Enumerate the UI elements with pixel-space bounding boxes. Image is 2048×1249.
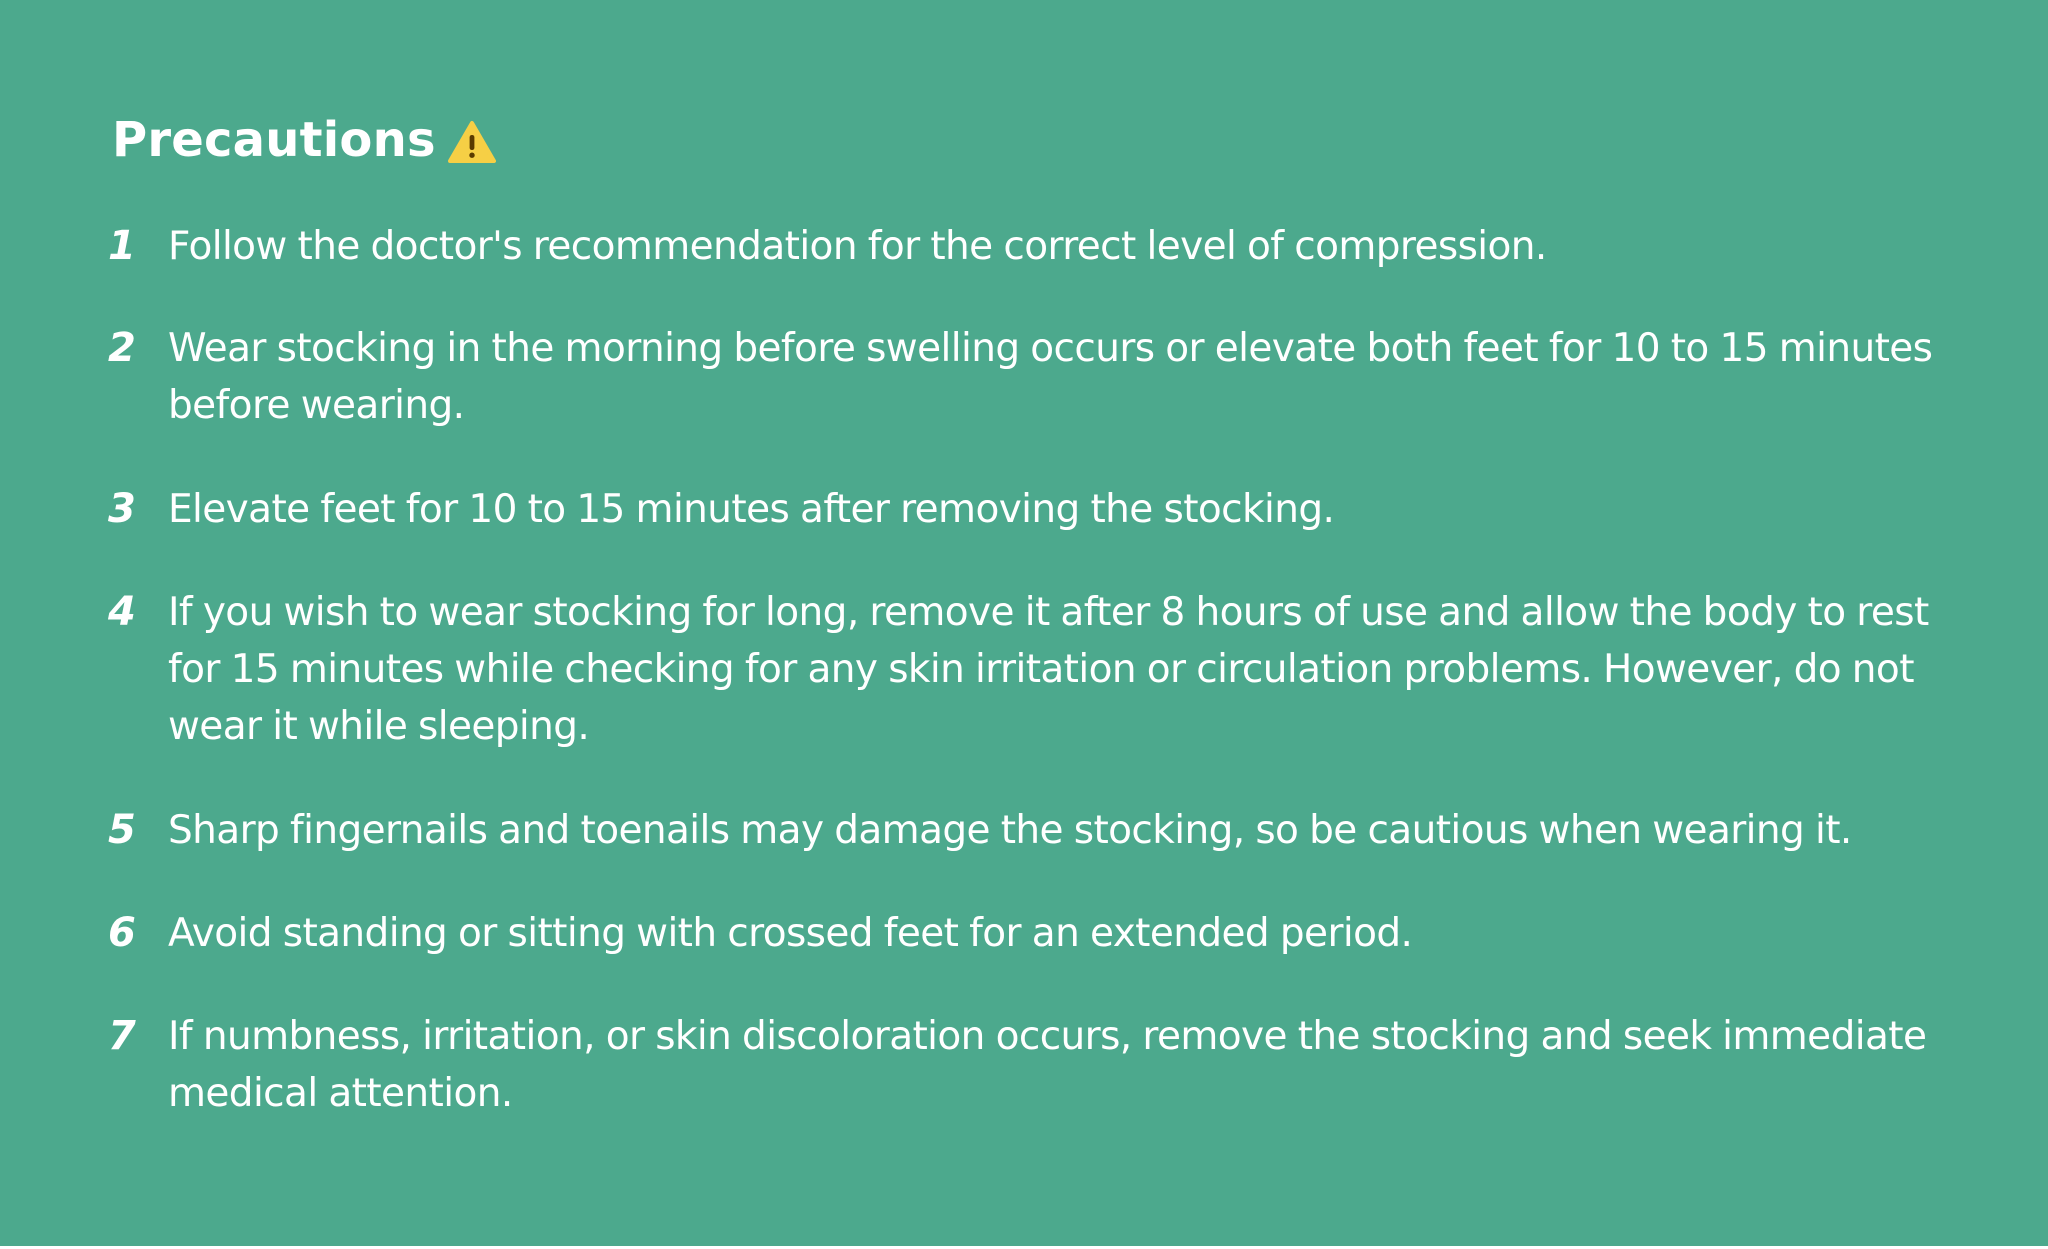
item-text — [168, 218, 1988, 275]
item-text-line: If numbness, irritation, or skin discoloration occurs, remove the stocking and seek immediate — [168, 1014, 1927, 1059]
item-text-line: If you wish to wear stocking for long, remove it after 8 hours of use and allow the body to rest — [168, 590, 1929, 635]
item-text — [168, 320, 1988, 434]
item-text-line: medical attention. — [168, 1071, 513, 1116]
list-item — [100, 218, 2000, 275]
item-text-line: for 15 minutes while checking for any skin irritation or circulation problems. However, do not — [168, 647, 1914, 692]
item-text — [168, 802, 1988, 859]
item-text-line: Avoid standing or sitting with crossed feet for an extended period. — [168, 911, 1413, 956]
list-item — [100, 481, 2000, 538]
list-item — [100, 802, 2000, 859]
item-text-line: Follow the doctor's recommendation for the correct level of compression. — [168, 224, 1547, 269]
item-number: 6 — [108, 910, 136, 956]
item-number: 7 — [108, 1013, 136, 1059]
item-text-line: Sharp fingernails and toenails may damage the stocking, so be cautious when wearing it. — [168, 808, 1852, 853]
heading-title: Precautions — [112, 112, 436, 168]
item-number: 2 — [108, 325, 136, 371]
item-number: 5 — [108, 807, 136, 853]
item-text-line: Wear stocking in the morning before swelling occurs or elevate both feet for 10 to 15 minutes — [168, 326, 1933, 371]
list-item — [100, 905, 2000, 962]
item-text-line: wear it while sleeping. — [168, 704, 590, 749]
item-text — [168, 905, 1988, 962]
item-text — [168, 1008, 1988, 1122]
item-text — [168, 584, 1988, 755]
list-item — [100, 1008, 2000, 1122]
list-item — [100, 320, 2000, 434]
item-text-line: before wearing. — [168, 383, 465, 428]
item-text — [168, 481, 1988, 538]
item-number: 1 — [108, 223, 136, 269]
item-number: 4 — [108, 589, 136, 635]
list-item — [100, 584, 2000, 755]
item-text-line: Elevate feet for 10 to 15 minutes after removing the stocking. — [168, 487, 1335, 532]
item-number: 3 — [108, 486, 136, 532]
